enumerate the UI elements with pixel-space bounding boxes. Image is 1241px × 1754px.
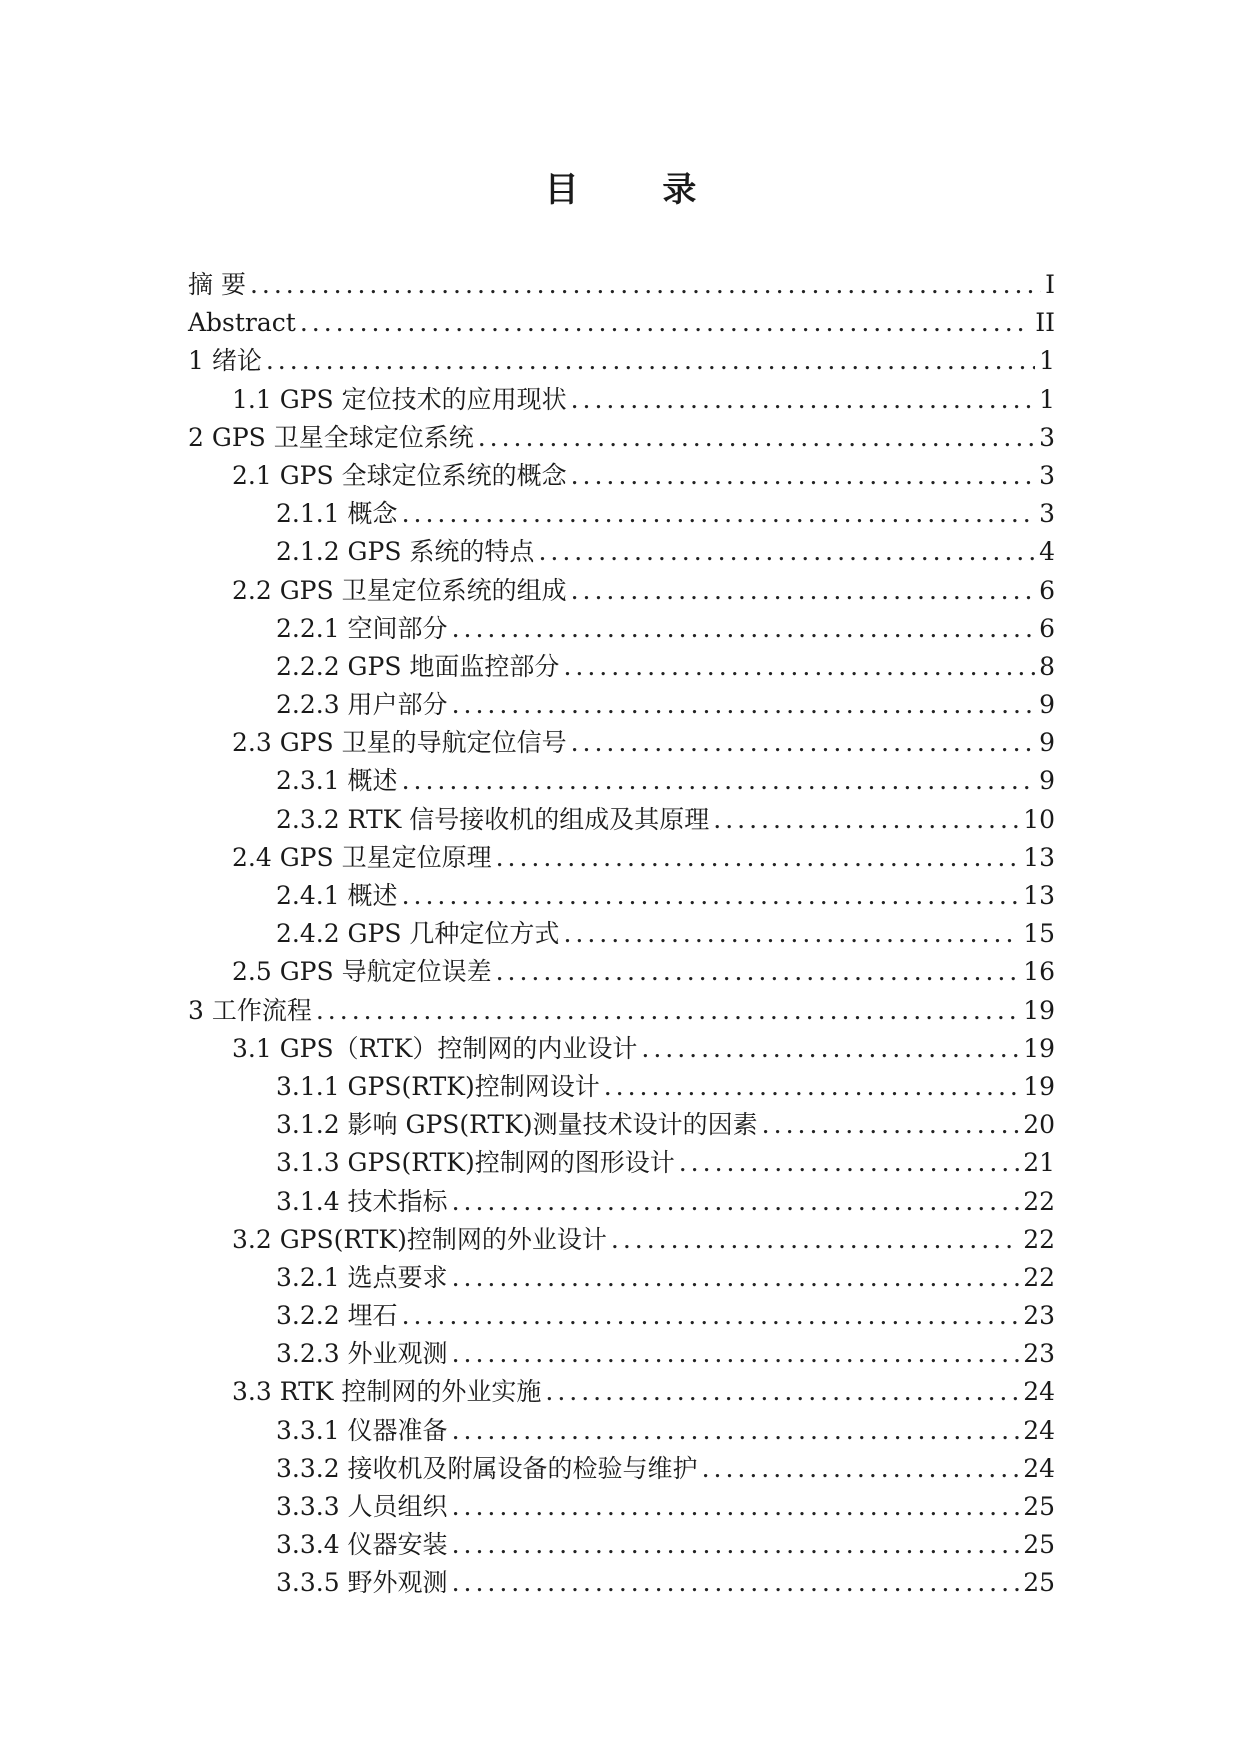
toc-entry-section-2-4-1[interactable]	[188, 877, 1055, 915]
toc-entry-section-3-3[interactable]	[188, 1373, 1055, 1411]
toc-entry-page: 3	[1039, 499, 1055, 529]
toc-entry-page: II	[1035, 308, 1055, 338]
toc-entry-label: 3.1.3 GPS(RTK)控制网的图形设计	[276, 1148, 675, 1178]
toc-entry-section-2-2-2[interactable]	[188, 648, 1055, 686]
toc-entry-page: 23	[1023, 1301, 1055, 1331]
toc-entry-section-3-3-1[interactable]	[188, 1412, 1055, 1450]
dot-leader	[702, 1450, 1020, 1488]
toc-entry-label: 3.2.3 外业观测	[276, 1339, 448, 1369]
toc-entry-page: 22	[1023, 1224, 1055, 1254]
toc-entry-section-1-1[interactable]	[188, 381, 1055, 419]
toc-entry-label: 1.1 GPS 定位技术的应用现状	[232, 384, 567, 414]
dot-leader	[402, 877, 1020, 915]
toc-entry-section-3-3-5[interactable]	[188, 1564, 1055, 1602]
toc-entry-page: 19	[1023, 1071, 1055, 1101]
toc-entry-label: 3.2.1 选点要求	[276, 1262, 448, 1292]
toc-entry-label: 3 工作流程	[188, 995, 312, 1025]
dot-leader	[563, 648, 1035, 686]
dot-leader	[452, 1564, 1020, 1602]
toc-entry-page: 24	[1023, 1453, 1055, 1483]
toc-entry-section-3-2[interactable]	[188, 1221, 1055, 1259]
dot-leader	[611, 1221, 1019, 1259]
dot-leader	[300, 304, 1031, 342]
toc-entry-chapter-2[interactable]	[188, 419, 1055, 457]
toc-entry-page: 6	[1039, 613, 1055, 643]
toc-entry-page: 19	[1023, 1033, 1055, 1063]
toc-entry-section-3-3-2[interactable]	[188, 1450, 1055, 1488]
toc-entry-label: 2.1.1 概念	[276, 499, 398, 529]
toc-entry-chapter-3[interactable]	[188, 992, 1055, 1030]
dot-leader	[571, 572, 1036, 610]
toc-entry-label: 2.2.1 空间部分	[276, 613, 448, 643]
toc-entry-section-2-4[interactable]	[188, 839, 1055, 877]
dot-leader	[545, 1373, 1019, 1411]
toc-entry-section-2-1-1[interactable]	[188, 495, 1055, 533]
toc-entry-section-2-2-3[interactable]	[188, 686, 1055, 724]
toc-entry-section-3-2-2[interactable]	[188, 1297, 1055, 1335]
toc-entry-label: 摘 要	[188, 270, 246, 299]
toc-entry-page: 13	[1023, 842, 1055, 872]
toc-entry-label: 2.5 GPS 导航定位误差	[232, 957, 492, 987]
toc-entry-section-3-1-4[interactable]	[188, 1183, 1055, 1221]
toc-entry-page: 9	[1039, 690, 1055, 720]
toc-entry-label: 1 绪论	[188, 346, 262, 376]
toc-entry-abstract-cn[interactable]	[188, 266, 1055, 304]
toc-entry-page: 4	[1039, 537, 1055, 567]
toc-entry-section-2-4-2[interactable]	[188, 915, 1055, 953]
toc-entry-page: 25	[1023, 1530, 1055, 1560]
toc-entry-page: 24	[1023, 1415, 1055, 1445]
dot-leader	[762, 1106, 1020, 1144]
toc-entry-page: 23	[1023, 1339, 1055, 1369]
toc-entry-section-3-1-3[interactable]	[188, 1144, 1055, 1182]
toc-entry-label: 2.3 GPS 卫星的导航定位信号	[232, 728, 567, 758]
toc-entry-page: 24	[1023, 1377, 1055, 1407]
dot-leader	[452, 1335, 1020, 1373]
toc-entry-label: 2.4.1 概述	[276, 881, 398, 910]
toc-entry-page: 20	[1023, 1110, 1055, 1140]
toc-entry-section-2-1-2[interactable]	[188, 533, 1055, 571]
dot-leader	[266, 342, 1035, 380]
dot-leader	[713, 801, 1019, 839]
dot-leader	[402, 762, 1036, 800]
toc-entry-section-3-1-1[interactable]	[188, 1068, 1055, 1106]
toc-entry-label: 3.3 RTK 控制网的外业实施	[232, 1377, 542, 1407]
toc-entry-section-2-1[interactable]	[188, 457, 1055, 495]
toc-entry-page: 9	[1039, 766, 1055, 796]
toc-entry-label: 3.1.4 技术指标	[276, 1186, 448, 1216]
toc-entry-page: 8	[1039, 651, 1055, 681]
toc-entry-abstract-en[interactable]	[188, 304, 1055, 342]
dot-leader	[452, 610, 1036, 648]
dot-leader	[563, 915, 1019, 953]
toc-entry-section-2-5[interactable]	[188, 953, 1055, 991]
dot-leader	[452, 1183, 1020, 1221]
dot-leader	[538, 533, 1035, 571]
toc-entry-label: 2.4 GPS 卫星定位原理	[232, 842, 492, 872]
dot-leader	[452, 686, 1036, 724]
toc-entry-page: 3	[1039, 422, 1055, 452]
dot-leader	[250, 266, 1041, 304]
dot-leader	[452, 1488, 1020, 1526]
toc-entry-label: 2.3.2 RTK 信号接收机的组成及其原理	[276, 804, 710, 834]
toc-entry-label: 2.1 GPS 全球定位系统的概念	[232, 460, 567, 490]
dot-leader	[316, 992, 1019, 1030]
toc-entry-label: 3.1.2 影响 GPS(RTK)测量技术设计的因素	[276, 1110, 758, 1140]
toc-entry-chapter-1[interactable]	[188, 342, 1055, 380]
toc-entry-section-3-1[interactable]	[188, 1030, 1055, 1068]
toc-entry-page: 15	[1023, 919, 1055, 949]
toc-entry-section-3-2-3[interactable]	[188, 1335, 1055, 1373]
dot-leader	[478, 419, 1035, 457]
toc-entry-label: 2 GPS 卫星全球定位系统	[188, 422, 474, 452]
toc-entry-section-3-2-1[interactable]	[188, 1259, 1055, 1297]
toc-entry-label: 3.3.4 仪器安装	[276, 1530, 448, 1560]
dot-leader	[641, 1030, 1019, 1068]
toc-entry-page: 22	[1023, 1262, 1055, 1292]
toc-entry-page: 16	[1023, 957, 1055, 987]
toc-entry-section-2-2[interactable]	[188, 572, 1055, 610]
toc-entry-section-2-3[interactable]	[188, 724, 1055, 762]
toc-entry-page: 13	[1023, 881, 1055, 910]
table-of-contents	[188, 266, 1055, 1603]
toc-entry-label: 2.2.2 GPS 地面监控部分	[276, 651, 560, 681]
toc-entry-section-3-1-2[interactable]	[188, 1106, 1055, 1144]
toc-entry-label: 3.3.5 野外观测	[276, 1568, 448, 1598]
toc-entry-page: 25	[1023, 1568, 1055, 1598]
dot-leader	[452, 1259, 1020, 1297]
toc-entry-label: 3.2 GPS(RTK)控制网的外业设计	[232, 1224, 607, 1254]
dot-leader	[571, 381, 1036, 419]
dot-leader	[571, 724, 1036, 762]
toc-entry-label: 2.3.1 概述	[276, 766, 398, 796]
toc-entry-page: 1	[1039, 384, 1055, 414]
toc-entry-section-3-3-4[interactable]	[188, 1526, 1055, 1564]
dot-leader	[496, 953, 1020, 991]
toc-entry-page: 19	[1023, 995, 1055, 1025]
dot-leader	[452, 1526, 1020, 1564]
toc-entry-section-2-3-2[interactable]	[188, 801, 1055, 839]
toc-entry-page: 22	[1023, 1186, 1055, 1216]
dot-leader	[604, 1068, 1019, 1106]
dot-leader	[452, 1412, 1020, 1450]
toc-entry-label: 2.2 GPS 卫星定位系统的组成	[232, 575, 567, 605]
dot-leader	[496, 839, 1020, 877]
toc-entry-label: Abstract	[188, 308, 296, 338]
dot-leader	[679, 1144, 1019, 1182]
dot-leader	[402, 1297, 1020, 1335]
toc-entry-page: 25	[1023, 1492, 1055, 1521]
toc-entry-label: 3.1 GPS（RTK）控制网的内业设计	[232, 1033, 638, 1063]
toc-entry-page: 3	[1039, 460, 1055, 490]
toc-entry-page: 6	[1039, 575, 1055, 605]
toc-entry-section-2-2-1[interactable]	[188, 610, 1055, 648]
toc-entry-label: 3.1.1 GPS(RTK)控制网设计	[276, 1071, 600, 1101]
toc-entry-page: 1	[1039, 346, 1055, 376]
dot-leader	[402, 495, 1036, 533]
toc-entry-label: 2.1.2 GPS 系统的特点	[276, 537, 535, 567]
toc-entry-label: 3.2.2 埋石	[276, 1301, 398, 1331]
toc-entry-label: 2.4.2 GPS 几种定位方式	[276, 919, 560, 949]
toc-entry-page: I	[1045, 270, 1055, 299]
page-title: 目 录	[544, 170, 733, 210]
toc-entry-page: 10	[1023, 804, 1055, 834]
toc-entry-label: 3.3.3 人员组织	[276, 1492, 448, 1521]
toc-entry-label: 3.3.1 仪器准备	[276, 1415, 448, 1445]
toc-entry-label: 3.3.2 接收机及附属设备的检验与维护	[276, 1453, 698, 1483]
toc-entry-page: 9	[1039, 728, 1055, 758]
dot-leader	[571, 457, 1036, 495]
toc-entry-section-3-3-3[interactable]	[188, 1488, 1055, 1526]
toc-entry-page: 21	[1023, 1148, 1055, 1178]
toc-entry-label: 2.2.3 用户部分	[276, 690, 448, 720]
toc-entry-section-2-3-1[interactable]	[188, 762, 1055, 800]
